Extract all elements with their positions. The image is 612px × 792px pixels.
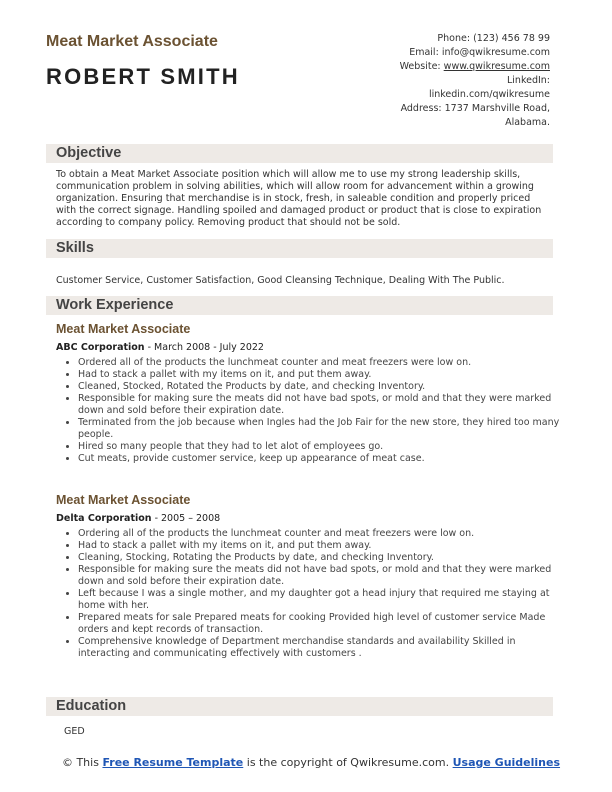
- contact-phone: [290, 32, 550, 46]
- list-item: • Ordered all of the products the lunchmeat counter and meat freezers were low on.: [78, 357, 568, 369]
- list-item: • Hired so many people that they had to let alot of employees go.: [78, 441, 568, 453]
- website-label: Website:: [399, 61, 441, 72]
- copyright-footer: [46, 756, 576, 770]
- contact-linkedin-value: linkedin.com/qwikresume: [428, 89, 550, 100]
- list-item: • Cleaning, Stocking, Rotating the Products by date, and checking Inventory.: [78, 552, 568, 564]
- list-item: • Cleaned, Stocked, Rotated the Products by date, and checking Inventory.: [78, 381, 568, 393]
- email-label: Email:: [409, 47, 439, 58]
- job-1-company-line: [56, 342, 264, 353]
- skills-text: Customer Service, Customer Satisfaction, Good Cleansing Technique, Dealing With The Public.: [56, 275, 505, 286]
- contact-website: [290, 60, 550, 74]
- section-heading-work-experience: Work Experience: [46, 296, 553, 315]
- footer-middle: is the copyright of Qwikresume.com.: [243, 756, 453, 769]
- free-resume-template-link[interactable]: Free Resume Template: [102, 756, 244, 769]
- phone-value: (123) 456 78 99: [473, 33, 550, 44]
- contact-email: [290, 46, 550, 60]
- job-2-company: Delta Corporation: [56, 513, 152, 524]
- job-2-bullets: [62, 528, 568, 660]
- job-1-title: Meat Market Associate: [56, 322, 191, 336]
- contact-address: [290, 102, 550, 116]
- job-2-company-line: [56, 513, 220, 524]
- section-heading-education: Education: [46, 697, 553, 716]
- job-1-company: ABC Corporation: [56, 342, 145, 353]
- candidate-name: ROBERT SMITH: [46, 64, 240, 89]
- resume-job-title: Meat Market Associate: [46, 33, 218, 50]
- list-item: • Responsible for making sure the meats did not have bad spots, or mold and that they were marked down and sold before their expiration date.: [78, 393, 568, 417]
- list-item: • Cut meats, provide customer service, keep up appearance of meat case.: [78, 453, 568, 465]
- address-label: Address:: [400, 103, 442, 114]
- list-item: • Had to stack a pallet with my items on it, and put them away.: [78, 369, 568, 381]
- job-1-bullets: [62, 357, 568, 465]
- job-2-title: Meat Market Associate: [56, 493, 191, 507]
- website-link[interactable]: www.qwikresume.com: [443, 61, 550, 72]
- list-item: • Had to stack a pallet with my items on it, and put them away.: [78, 540, 568, 552]
- phone-label: Phone:: [437, 33, 471, 44]
- job-1-dates: - March 2008 - July 2022: [144, 342, 264, 353]
- email-value: info@qwikresume.com: [441, 47, 550, 58]
- list-item: • Comprehensive knowledge of Department merchandise standards and availability Skilled in interacting and communicating effectively with customers .: [78, 636, 568, 660]
- list-item: • Responsible for making sure the meats did not have bad spots, or mold and that they were marked down and sold before their expiration date.: [78, 564, 568, 588]
- list-item: • Prepared meats for sale Prepared meats for cooking Provided high level of customer service Made orders and kept records of transaction.: [78, 612, 568, 636]
- address-line1: 1737 Marshville Road,: [444, 103, 550, 114]
- list-item: • Ordering all of the products the lunchmeat counter and meat freezers were low on.: [78, 528, 568, 540]
- address-line2: Alabama.: [505, 117, 550, 128]
- objective-text: To obtain a Meat Market Associate position which will allow me to use my strong leadership skills, communication problem in solving abilities, which will allow room for advancement within a growing organization. Ensuring that merchandise is in stock, fresh, in saleable condition and properly priced with the correct signage. Handling spoiled and damaged product or product that is close to expiration according to company policy. Removing product that should not be sold.: [56, 169, 542, 228]
- contact-block: [290, 32, 550, 130]
- section-heading-skills: Skills: [46, 239, 553, 258]
- footer-prefix: © This: [61, 756, 103, 769]
- list-item: • Terminated from the job because when Ingles had the Job Fair for the new store, they hired too many people.: [78, 417, 568, 441]
- list-item: • Left because I was a single mother, and my daughter got a head injury that required me staying at home with her.: [78, 588, 568, 612]
- section-heading-objective: Objective: [46, 144, 553, 163]
- usage-guidelines-link[interactable]: Usage Guidelines: [452, 756, 561, 769]
- job-2-dates: - 2005 – 2008: [151, 513, 221, 524]
- contact-linkedin-label: LinkedIn:: [506, 75, 550, 86]
- education-text: GED: [64, 726, 85, 737]
